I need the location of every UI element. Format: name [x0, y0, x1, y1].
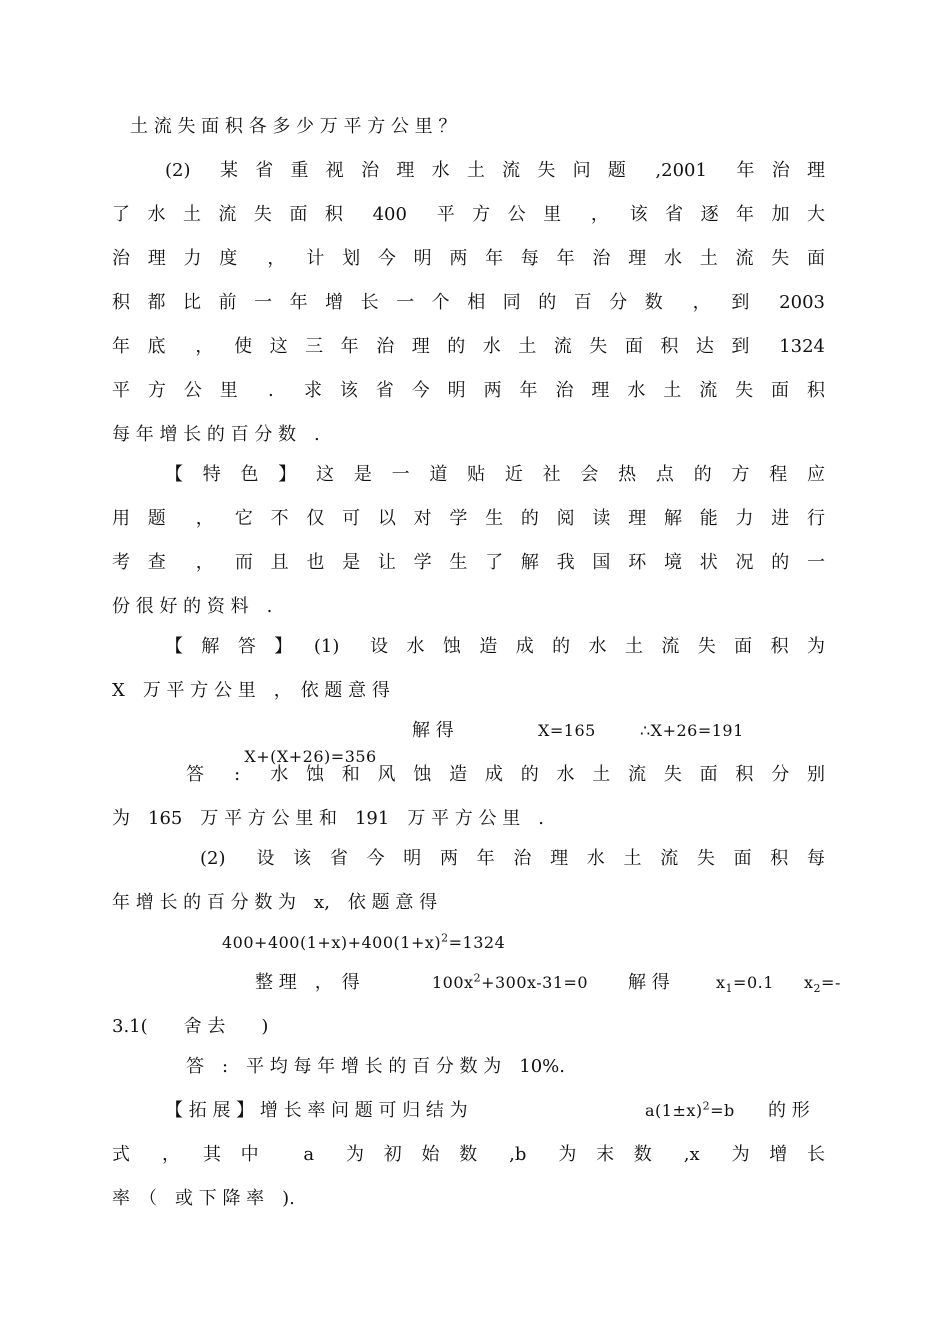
equation: ∴X+26=191 [640, 721, 744, 740]
equation: X+(X+26)=356 [244, 747, 377, 766]
text-line: 每 年 增 长 的 百 分 数 . [112, 424, 320, 445]
text-line: 【 特 色 】 这 是 一 道 贴 近 社 会 热 点 的 方 程 应 [165, 464, 825, 485]
text-line: 的 形 [768, 1100, 810, 1121]
equation-part: x [716, 973, 726, 992]
text-line: 用 题 ， 它 不 仅 可 以 对 学 生 的 阅 读 理 解 能 力 进 行 [112, 508, 825, 529]
equation-part: a(1±x) [645, 1101, 703, 1120]
text-line: 为 165 万 平 方 公 里 和 191 万 平 方 公 里 . [112, 808, 544, 829]
text-line: 3.1( 舍 去 ) [112, 1016, 269, 1037]
text-line: 解 得 [412, 720, 454, 741]
equation-part: =0.1 [733, 973, 774, 992]
text-line: 考 查 ， 而 且 也 是 让 学 生 了 解 我 国 环 境 状 况 的 一 [112, 552, 825, 573]
text-line: X 万 平 方 公 里 ， 依 题 意 得 [112, 680, 390, 701]
text-line: 【 拓 展 】 增 长 率 问 题 可 归 结 为 [165, 1100, 468, 1121]
equation-part: =- [821, 973, 841, 992]
equation-part: x [804, 973, 814, 992]
subscript: 2 [813, 982, 822, 996]
equation: X=165 [538, 721, 596, 740]
text-line: 土 流 失 面 积 各 多 少 万 平 方 公 里 ？ [130, 116, 457, 137]
text-line: 平 方 公 里 . 求 该 省 今 明 两 年 治 理 水 土 流 失 面 积 [112, 380, 825, 401]
text-line: 年 底 ， 使 这 三 年 治 理 的 水 土 流 失 面 积 达 到 1324 [112, 336, 825, 357]
text-line: 了 水 土 流 失 面 积 400 平 方 公 里 ， 该 省 逐 年 加 大 [112, 204, 825, 225]
text-line: (2) 某 省 重 视 治 理 水 土 流 失 问 题 ,2001 年 治 理 [165, 160, 825, 181]
text-line: 积 都 比 前 一 年 增 长 一 个 相 同 的 百 分 数 ， 到 2003 [112, 292, 825, 313]
text-line: 解 得 [628, 972, 670, 993]
text-line: 【 解 答 】 (1) 设 水 蚀 造 成 的 水 土 流 失 面 积 为 [165, 636, 825, 657]
text-line: 份 很 好 的 资 料 . [112, 596, 273, 617]
text-line: 式 ， 其 中 a 为 初 始 数 ,b 为 末 数 ,x 为 增 长 [112, 1144, 825, 1165]
text-line: 答 : 平 均 每 年 增 长 的 百 分 数 为 10%. [186, 1056, 566, 1077]
exponent: 2 [473, 971, 482, 985]
equation-part: 100x [432, 973, 474, 992]
exponent: 2 [702, 1099, 711, 1113]
subscript: 1 [725, 982, 734, 996]
text-line: 治 理 力 度 ， 计 划 今 明 两 年 每 年 治 理 水 土 流 失 面 [112, 248, 825, 269]
text-line: (2) 设 该 省 今 明 两 年 治 理 水 土 流 失 面 积 每 [200, 848, 825, 869]
equation-line [804, 970, 950, 996]
text-line: 率 （ 或 下 降 率 ). [112, 1188, 295, 1209]
equation-line [222, 930, 950, 956]
equation-part: +300x-31=0 [481, 973, 589, 992]
text-line: 答 : 水 蚀 和 风 蚀 造 成 的 水 土 流 失 面 积 分 别 [186, 764, 825, 785]
equation-part: 400+400(1+x)+400(1+x) [222, 933, 442, 952]
text-line: 年 增 长 的 百 分 数 为 x, 依 题 意 得 [112, 892, 438, 913]
equation-part: =b [710, 1101, 735, 1120]
equation-part: =1324 [448, 933, 506, 952]
exponent: 2 [441, 931, 449, 945]
text-line: 整 理 ， 得 [255, 972, 360, 993]
